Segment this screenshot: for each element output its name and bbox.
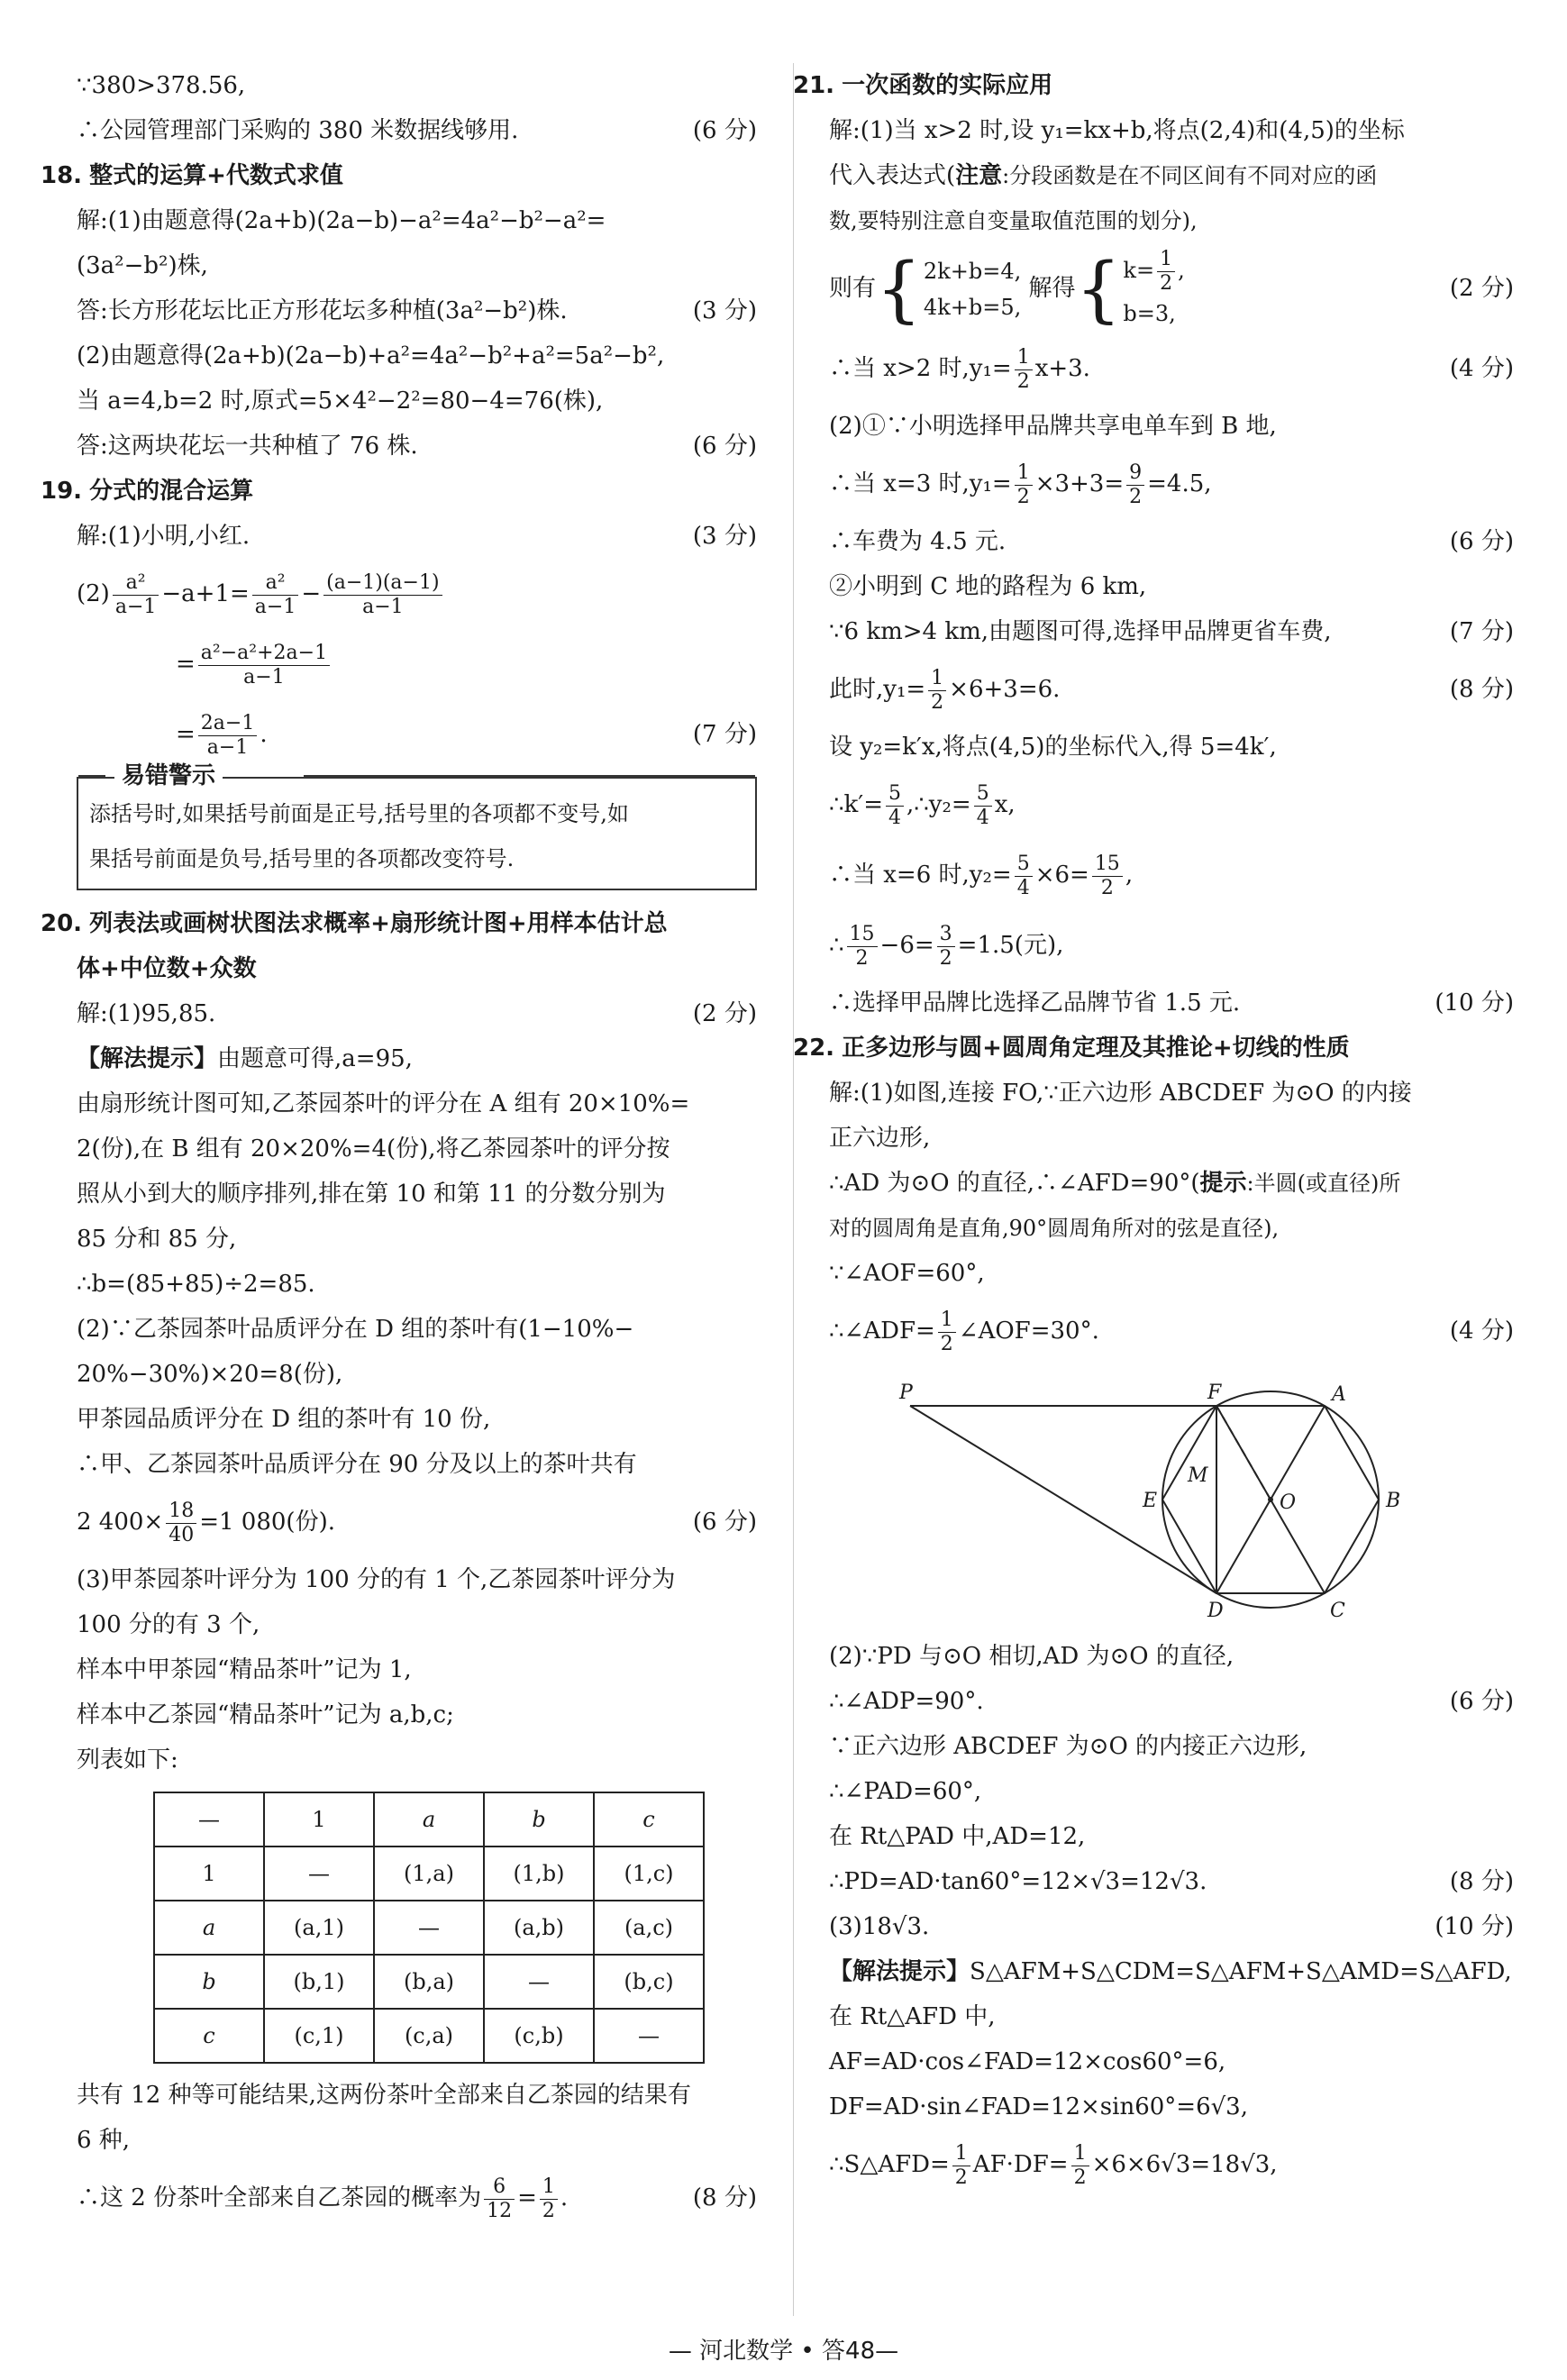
score: (10 分) xyxy=(1435,1913,1514,1940)
label-d: D xyxy=(1207,1600,1224,1622)
formula-line: ∴S△AFD= $\frac{1}{2}$ AF·DF= $\frac{1}{2}$ ×6×6√3=18√3, xyxy=(829,2141,1278,2189)
text-line: 列表如下: xyxy=(77,1746,178,1774)
score: (7 分) xyxy=(1449,618,1514,645)
text-line: ②小明到 C 地的路程为 6 km, xyxy=(829,573,1147,600)
score: (6 分) xyxy=(1449,528,1514,555)
score: (4 分) xyxy=(1449,355,1514,382)
warning-text: 添括号时,如果括号前面是正号,括号里的各项都不变号,如 xyxy=(89,801,629,826)
question-21-heading: 21. 一次函数的实际应用 xyxy=(793,72,1053,99)
formula-line: = $\frac{\text{a²−a²+2a−1}}{a-1}$ xyxy=(77,629,757,699)
right-column xyxy=(793,63,1514,2200)
left-column xyxy=(41,63,757,2233)
score: (6 分) xyxy=(692,117,757,144)
text-line: ∴∠ADP=90°. (6 分) xyxy=(829,1679,1514,1724)
geometry-figure xyxy=(829,1372,1514,1628)
text-line: 解:(1)小明,小红. (3 分) xyxy=(77,514,757,559)
text-line: 当 a=4,b=2 时,原式=5×4²−2²=80−4=76(株), xyxy=(77,388,604,415)
column-divider xyxy=(793,63,794,2316)
text-line: ∴选择甲品牌比选择乙品牌节省 1.5 元. (10 分) xyxy=(829,980,1514,1026)
table-row: b (b,1) (b,a) — (b,c) xyxy=(154,1955,704,2009)
question-19-heading: 19. 分式的混合运算 xyxy=(41,478,254,505)
formula-line: ∴当 x>2 时,y₁= $\frac{1}{2}$ x+3. (4 分) xyxy=(829,333,1514,404)
question-20-heading: 20. 列表法或画树状图法求概率+扇形统计图+用样本估计总 xyxy=(41,910,668,937)
text-line: AF=AD·cos∠FAD=12×cos60°=6, xyxy=(829,2048,1226,2075)
text-line: 答:长方形花坛比正方形花坛多种植(3a²−b²)株. (3 分) xyxy=(77,288,757,333)
segment-pd xyxy=(910,1406,1216,1593)
table-row: — 1 a b c xyxy=(154,1792,704,1847)
score: (2 分) xyxy=(1449,275,1514,302)
score: (10 分) xyxy=(1435,989,1514,1017)
text-line: 设 y₂=k′x,将点(4,5)的坐标代入,得 5=4k′, xyxy=(829,734,1277,761)
text-line: 样本中乙茶园“精品茶叶”记为 a,b,c; xyxy=(77,1701,454,1728)
score: (4 分) xyxy=(1449,1318,1514,1345)
score: (8 分) xyxy=(692,2184,757,2211)
score: (7 分) xyxy=(692,721,757,748)
text-line: 对的圆周角是直角,90°圆周角所对的弦是直径), xyxy=(829,1216,1280,1241)
solution-hint-label: 【解法提示】 xyxy=(829,1958,970,1985)
formula-line: ∴当 x=6 时,y₂= $\frac{5}{4}$ ×6= $\frac{15}{2}$ , xyxy=(829,852,1134,899)
formula-line: ∴∠ADF= $\frac{1}{2}$ ∠AOF=30°. (4 分) xyxy=(829,1296,1514,1366)
text-line: 照从小到大的顺序排列,排在第 10 和第 11 的分数分别为 xyxy=(77,1181,666,1208)
score: (6 分) xyxy=(692,1509,757,1536)
text-line: 共有 12 种等可能结果,这两份茶叶全部来自乙茶园的结果有 xyxy=(77,2082,691,2109)
formula-line: ∴这 2 份茶叶全部来自乙茶园的概率为 $\frac{6}{12}$ = $\frac{1}{2}$ . (8 分) xyxy=(77,2163,757,2233)
segment-fo-dashed xyxy=(1216,1406,1271,1500)
outcome-table xyxy=(153,1792,705,2064)
text-line: 20%−30%)×20=8(份), xyxy=(77,1361,343,1388)
formula-line: 2 400× $\frac{18}{40}$ =1 080(份). (6 分) xyxy=(77,1487,757,1557)
solution-hint-label: 【解法提示】 xyxy=(77,1045,218,1072)
question-18-heading: 18. 整式的运算+代数式求值 xyxy=(41,162,343,189)
text-line: ∴PD=AD·tan60°=12×√3=12√3. (8 分) xyxy=(829,1859,1514,1904)
warning-title: 易错警示 xyxy=(114,762,223,789)
text-line: DF=AD·sin∠FAD=12×sin60°=6√3, xyxy=(829,2093,1248,2120)
label-a: A xyxy=(1332,1383,1346,1406)
score: (6 分) xyxy=(1449,1688,1514,1715)
formula-line: = $\frac{2a-1}{a-1}$ . (7 分) xyxy=(77,699,757,770)
error-warning-box xyxy=(77,762,757,890)
text-line: 在 Rt△AFD 中, xyxy=(829,2003,996,2030)
formula-line: 此时,y₁= $\frac{1}{2}$ ×6+3=6. (8 分) xyxy=(829,654,1514,725)
text-line: (2)∵PD 与⊙O 相切,AD 为⊙O 的直径, xyxy=(829,1643,1234,1670)
table-row: c (c,1) (c,a) (c,b) — xyxy=(154,2009,704,2063)
question-20-heading-cont: 体+中位数+众数 xyxy=(77,955,257,982)
center-point xyxy=(1268,1497,1273,1502)
formula-line: ∴ $\frac{15}{2}$ −6= $\frac{3}{2}$ =1.5(元), xyxy=(829,922,1064,970)
text-line: 数,要特别注意自变量取值范围的划分), xyxy=(829,208,1198,233)
text-line: (3a²−b²)株, xyxy=(77,252,208,279)
text-line: 100 分的有 3 个, xyxy=(77,1611,260,1638)
text-line: (2)由题意得(2a+b)(2a−b)+a²=4a²−b²+a²=5a²−b², xyxy=(77,342,665,369)
question-22-heading: 22. 正多边形与圆+圆周角定理及其推论+切线的性质 xyxy=(793,1035,1350,1062)
score: (2 分) xyxy=(692,1000,757,1027)
text-line: (3)18√3. (10 分) xyxy=(829,1904,1514,1949)
text-line: 在 Rt△PAD 中,AD=12, xyxy=(829,1823,1086,1850)
formula-line: (2) $\frac{\text{a²}}{a-1}$ −a+1= $\frac{\text{a²}}{a-1}$ − $\frac{(a-1)(a-1)}{a-1}$ xyxy=(77,559,757,629)
text-line: 解:(1)95,85. (2 分) xyxy=(77,991,757,1036)
text-line: 6 种, xyxy=(77,2127,131,2154)
label-f: F xyxy=(1207,1381,1222,1404)
table-row: 1 — (1,a) (1,b) (1,c) xyxy=(154,1847,704,1901)
label-o: O xyxy=(1280,1491,1297,1514)
text-line: 代入表达式(注意:分段函数是在不同区间有不同对应的函 xyxy=(829,162,1378,189)
text-line: 【解法提示】S△AFM+S△CDM=S△AFM+S△AMD=S△AFD, xyxy=(829,1958,1512,1985)
text-line: ∵∠AOF=60°, xyxy=(829,1260,985,1287)
text-line: ∴公园管理部门采购的 380 米数据线够用. (6 分) xyxy=(77,108,757,153)
text-line: 2(份),在 B 组有 20×20%=4(份),将乙茶园茶叶的评分按 xyxy=(77,1135,670,1163)
text-line: ∴b=(85+85)÷2=85. xyxy=(77,1271,315,1298)
label-c: C xyxy=(1330,1600,1345,1622)
text-line: 样本中甲茶园“精品茶叶”记为 1, xyxy=(77,1656,412,1683)
text-line: (2)①∵小明选择甲品牌共享电单车到 B 地, xyxy=(829,413,1277,440)
score: (6 分) xyxy=(692,433,757,460)
text-line: 【解法提示】由题意可得,a=95, xyxy=(77,1045,413,1072)
equation-system-line: 则有{ 2k+b=4, 4k+b=5, 解得{ k= $\frac{1}{2}$ , b=3, (2 分) xyxy=(829,243,1514,333)
text-line: 85 分和 85 分, xyxy=(77,1226,237,1253)
score: (8 分) xyxy=(1449,1868,1514,1895)
text-line: ∴甲、乙茶园茶叶品质评分在 90 分及以上的茶叶共有 xyxy=(77,1451,637,1478)
text-line: 由扇形统计图可知,乙茶园茶叶的评分在 A 组有 20×10%= xyxy=(77,1090,690,1117)
page-footer: — 河北数学 • 答48— xyxy=(668,2338,899,2365)
text-line: ∴∠PAD=60°, xyxy=(829,1778,982,1805)
text-line: ∵正六边形 ABCDEF 为⊙O 的内接正六边形, xyxy=(829,1733,1307,1760)
text-line: 答:这两块花坛一共种植了 76 株. (6 分) xyxy=(77,424,757,469)
text-line: ∵6 km>4 km,由题图可得,选择甲品牌更省车费, (7 分) xyxy=(829,609,1514,654)
table-row: a (a,1) — (a,b) (a,c) xyxy=(154,1901,704,1955)
label-p: P xyxy=(899,1381,913,1404)
score: (8 分) xyxy=(1449,676,1514,703)
formula-line: ∴当 x=3 时,y₁= $\frac{1}{2}$ ×3+3= $\frac{9}{2}$ =4.5, xyxy=(829,460,1212,508)
label-b: B xyxy=(1386,1490,1401,1512)
score: (3 分) xyxy=(692,523,757,550)
text-line: (3)甲茶园茶叶评分为 100 分的有 1 个,乙茶园茶叶评分为 xyxy=(77,1566,676,1593)
text-line: 正六边形, xyxy=(829,1125,931,1152)
text-line: 解:(1)当 x>2 时,设 y₁=kx+b,将点(2,4)和(4,5)的坐标 xyxy=(829,117,1405,144)
text-line: ∴车费为 4.5 元. (6 分) xyxy=(829,519,1514,564)
text-line: (2)∵乙茶园茶叶品质评分在 D 组的茶叶有(1−10%− xyxy=(77,1316,634,1343)
label-e: E xyxy=(1143,1490,1158,1512)
text-line: 甲茶园品质评分在 D 组的茶叶有 10 份, xyxy=(77,1406,491,1433)
label-m: M xyxy=(1188,1464,1208,1487)
score: (3 分) xyxy=(692,297,757,324)
formula-line: ∴k′= $\frac{5}{4}$ ,∴y₂= $\frac{5}{4}$ x, xyxy=(829,781,1016,829)
text-line: ∴AD 为⊙O 的直径,∴∠AFD=90°(提示:半圆(或直径)所 xyxy=(829,1170,1401,1197)
text-line: ∵380>378.56, xyxy=(77,72,246,99)
text-line: 解:(1)如图,连接 FO,∵正六边形 ABCDEF 为⊙O 的内接 xyxy=(829,1080,1412,1107)
text-line: 解:(1)由题意得(2a+b)(2a−b)−a²=4a²−b²−a²= xyxy=(77,207,606,234)
warning-text: 果括号前面是负号,括号里的各项都改变符号. xyxy=(89,846,515,871)
